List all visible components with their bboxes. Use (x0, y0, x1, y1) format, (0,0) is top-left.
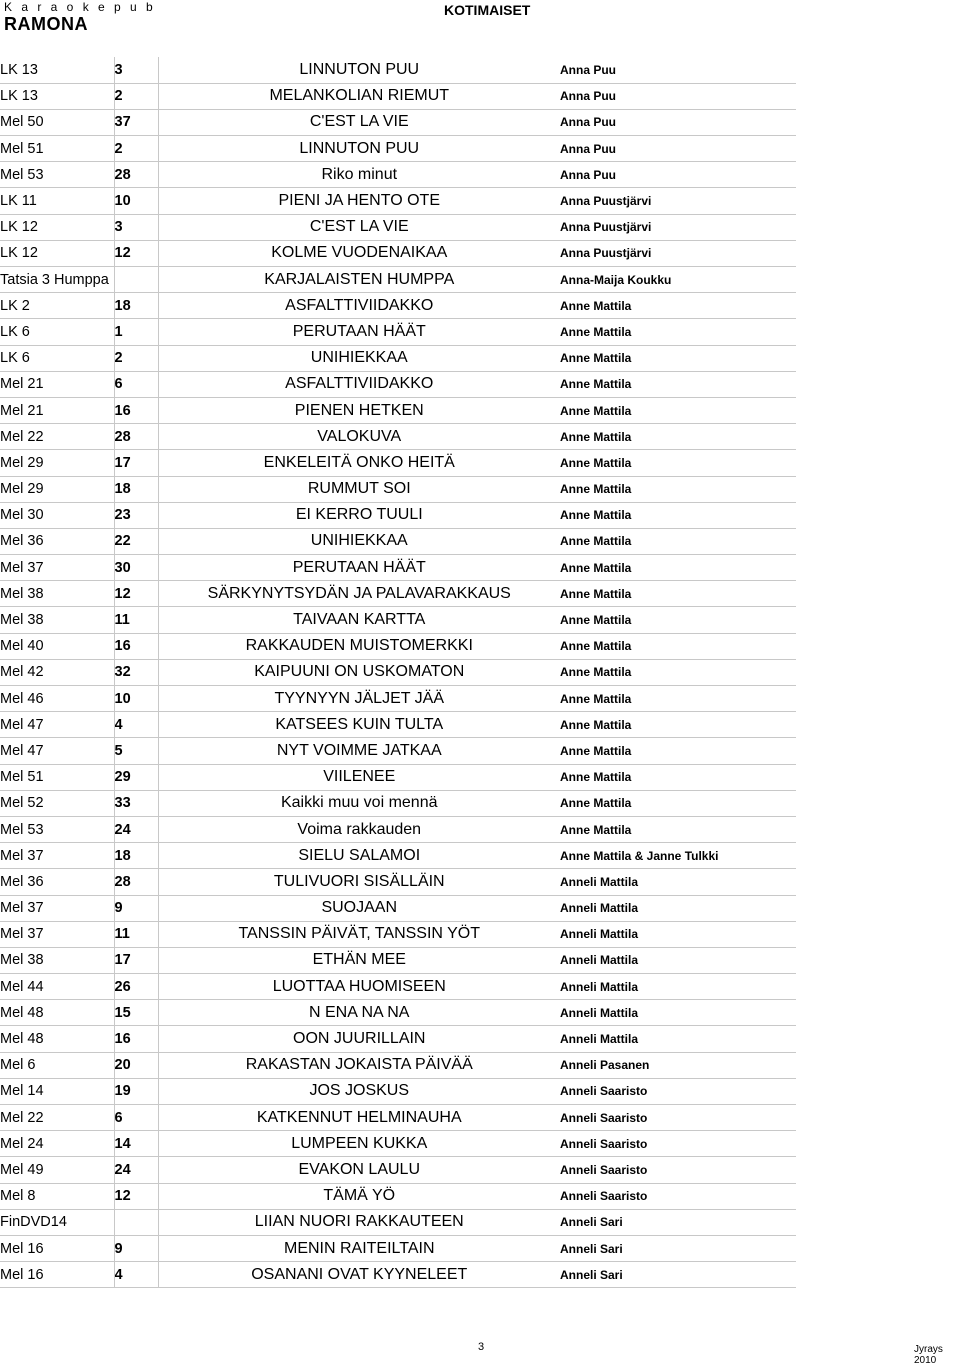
disc-code: Mel 51 (0, 764, 114, 790)
artist-name: Anna Puu (560, 136, 796, 162)
table-row (0, 319, 796, 345)
artist-name: Anna Puu (560, 83, 796, 109)
table-row (0, 267, 796, 293)
disc-code: Mel 53 (0, 816, 114, 842)
disc-code: Mel 24 (0, 1131, 114, 1157)
disc-code: Mel 21 (0, 371, 114, 397)
disc-code: Mel 46 (0, 686, 114, 712)
track-number: 22 (114, 528, 158, 554)
disc-code: Mel 36 (0, 528, 114, 554)
table-row (0, 371, 796, 397)
artist-name: Anne Mattila (560, 424, 796, 450)
song-title: KATKENNUT HELMINAUHA (158, 1105, 560, 1131)
table-row (0, 528, 796, 554)
artist-name: Anne Mattila (560, 371, 796, 397)
table-row (0, 1262, 796, 1288)
table-row (0, 686, 796, 712)
disc-code: LK 13 (0, 57, 114, 83)
disc-code: Mel 6 (0, 1052, 114, 1078)
song-title: Voima rakkauden (158, 816, 560, 842)
brand-subtitle: K a r a o k e p u b (4, 0, 156, 14)
artist-name: Anne Mattila (560, 764, 796, 790)
table-row (0, 214, 796, 240)
song-table (0, 57, 796, 1288)
track-number: 1 (114, 319, 158, 345)
table-row (0, 607, 796, 633)
artist-name: Anna Puustjärvi (560, 188, 796, 214)
artist-name: Anne Mattila (560, 528, 796, 554)
song-title: PERUTAAN HÄÄT (158, 555, 560, 581)
song-title: KATSEES KUIN TULTA (158, 712, 560, 738)
artist-name: Anneli Mattila (560, 1000, 796, 1026)
track-number: 16 (114, 397, 158, 423)
track-number: 23 (114, 502, 158, 528)
song-title: MENIN RAITEILTAIN (158, 1235, 560, 1261)
track-number: 2 (114, 136, 158, 162)
disc-code: Mel 38 (0, 581, 114, 607)
artist-name: Anne Mattila (560, 659, 796, 685)
disc-code: Mel 22 (0, 424, 114, 450)
artist-name: Anna-Maija Koukku (560, 267, 796, 293)
artist-name: Anne Mattila (560, 686, 796, 712)
disc-code: Mel 37 (0, 843, 114, 869)
table-row (0, 1105, 796, 1131)
disc-code: LK 2 (0, 293, 114, 319)
table-row (0, 188, 796, 214)
table-row (0, 764, 796, 790)
disc-code: LK 6 (0, 319, 114, 345)
song-title: LINNUTON PUU (158, 57, 560, 83)
disc-code: Mel 53 (0, 162, 114, 188)
song-title: PERUTAAN HÄÄT (158, 319, 560, 345)
song-title: TAIVAAN KARTTA (158, 607, 560, 633)
song-title: SUOJAAN (158, 895, 560, 921)
table-row (0, 450, 796, 476)
song-title: RAKASTAN JOKAISTA PÄIVÄÄ (158, 1052, 560, 1078)
song-title: LINNUTON PUU (158, 136, 560, 162)
artist-name: Anna Puustjärvi (560, 214, 796, 240)
track-number: 5 (114, 738, 158, 764)
track-number: 3 (114, 57, 158, 83)
track-number: 32 (114, 659, 158, 685)
table-row (0, 57, 796, 83)
track-number: 28 (114, 424, 158, 450)
track-number: 9 (114, 895, 158, 921)
song-title: RUMMUT SOI (158, 476, 560, 502)
song-title: LUMPEEN KUKKA (158, 1131, 560, 1157)
track-number: 28 (114, 162, 158, 188)
song-title: LUOTTAA HUOMISEEN (158, 974, 560, 1000)
track-number: 29 (114, 764, 158, 790)
artist-name: Anneli Mattila (560, 869, 796, 895)
song-title: PIENEN HETKEN (158, 397, 560, 423)
artist-name: Anneli Mattila (560, 921, 796, 947)
song-title: VALOKUVA (158, 424, 560, 450)
artist-name: Anna Puu (560, 109, 796, 135)
table-row (0, 659, 796, 685)
artist-name: Anne Mattila (560, 450, 796, 476)
table-row (0, 738, 796, 764)
song-title: Riko minut (158, 162, 560, 188)
artist-name: Anne Mattila (560, 555, 796, 581)
song-title: TÄMÄ YÖ (158, 1183, 560, 1209)
song-title: EVAKON LAULU (158, 1157, 560, 1183)
table-row (0, 240, 796, 266)
table-row (0, 974, 796, 1000)
table-row (0, 1026, 796, 1052)
artist-name: Anneli Sari (560, 1262, 796, 1288)
artist-name: Anneli Saaristo (560, 1105, 796, 1131)
track-number: 12 (114, 581, 158, 607)
table-row (0, 83, 796, 109)
track-number: 12 (114, 1183, 158, 1209)
artist-name: Anne Mattila (560, 293, 796, 319)
disc-code: Mel 47 (0, 738, 114, 764)
table-row (0, 581, 796, 607)
song-title: OSANANI OVAT KYYNELEET (158, 1262, 560, 1288)
disc-code: Mel 44 (0, 974, 114, 1000)
disc-code: Mel 37 (0, 921, 114, 947)
track-number: 14 (114, 1131, 158, 1157)
table-row (0, 1209, 796, 1235)
table-row (0, 921, 796, 947)
track-number: 18 (114, 476, 158, 502)
table-row (0, 843, 796, 869)
disc-code: Mel 52 (0, 790, 114, 816)
track-number: 10 (114, 686, 158, 712)
disc-code: Mel 49 (0, 1157, 114, 1183)
song-title: UNIHIEKKAA (158, 528, 560, 554)
disc-code: Mel 30 (0, 502, 114, 528)
table-row (0, 109, 796, 135)
disc-code: Mel 29 (0, 450, 114, 476)
track-number: 30 (114, 555, 158, 581)
disc-code: Mel 14 (0, 1078, 114, 1104)
disc-code: Mel 16 (0, 1262, 114, 1288)
disc-code: Mel 40 (0, 633, 114, 659)
track-number (114, 1209, 158, 1235)
artist-name: Anneli Saaristo (560, 1131, 796, 1157)
artist-name: Anna Puu (560, 162, 796, 188)
song-title: PIENI JA HENTO OTE (158, 188, 560, 214)
disc-code: Mel 47 (0, 712, 114, 738)
table-row (0, 345, 796, 371)
disc-code: LK 12 (0, 214, 114, 240)
table-row (0, 1000, 796, 1026)
disc-code: LK 6 (0, 345, 114, 371)
track-number: 37 (114, 109, 158, 135)
page-number: 3 (478, 1341, 485, 1353)
table-row (0, 136, 796, 162)
disc-code: LK 13 (0, 83, 114, 109)
track-number: 6 (114, 1105, 158, 1131)
track-number: 17 (114, 947, 158, 973)
track-number: 2 (114, 345, 158, 371)
song-title: ENKELEITÄ ONKO HEITÄ (158, 450, 560, 476)
artist-name: Anne Mattila & Janne Tulkki (560, 843, 796, 869)
track-number: 9 (114, 1235, 158, 1261)
song-title: VIILENEE (158, 764, 560, 790)
disc-code: Mel 51 (0, 136, 114, 162)
track-number: 18 (114, 293, 158, 319)
artist-name: Anneli Pasanen (560, 1052, 796, 1078)
artist-name: Anne Mattila (560, 319, 796, 345)
artist-name: Anna Puustjärvi (560, 240, 796, 266)
artist-name: Anneli Saaristo (560, 1183, 796, 1209)
song-title: RAKKAUDEN MUISTOMERKKI (158, 633, 560, 659)
song-table-body (0, 57, 796, 1288)
footer-label: Jyrays 2010 (914, 1344, 943, 1366)
table-row (0, 502, 796, 528)
table-row (0, 895, 796, 921)
track-number: 4 (114, 712, 158, 738)
song-title: ASFALTTIVIIDAKKO (158, 371, 560, 397)
disc-code: LK 11 (0, 188, 114, 214)
page-header (0, 0, 960, 40)
artist-name: Anne Mattila (560, 738, 796, 764)
disc-code: Mel 50 (0, 109, 114, 135)
disc-code: Mel 42 (0, 659, 114, 685)
table-row (0, 1078, 796, 1104)
track-number: 6 (114, 371, 158, 397)
song-title: NYT VOIMME JATKAA (158, 738, 560, 764)
song-title: SIELU SALAMOI (158, 843, 560, 869)
track-number: 24 (114, 816, 158, 842)
table-row (0, 947, 796, 973)
disc-code: Mel 36 (0, 869, 114, 895)
track-number: 18 (114, 843, 158, 869)
artist-name: Anne Mattila (560, 607, 796, 633)
disc-code: LK 12 (0, 240, 114, 266)
table-row (0, 1183, 796, 1209)
song-title: EI KERRO TUULI (158, 502, 560, 528)
artist-name: Anneli Sari (560, 1235, 796, 1261)
table-row (0, 712, 796, 738)
table-row (0, 790, 796, 816)
song-title: ASFALTTIVIIDAKKO (158, 293, 560, 319)
track-number: 12 (114, 240, 158, 266)
track-number: 10 (114, 188, 158, 214)
table-row (0, 476, 796, 502)
song-title: UNIHIEKKAA (158, 345, 560, 371)
artist-name: Anne Mattila (560, 476, 796, 502)
song-title: MELANKOLIAN RIEMUT (158, 83, 560, 109)
track-number: 33 (114, 790, 158, 816)
disc-code: Tatsia 3 Humppa (0, 267, 114, 293)
song-title: JOS JOSKUS (158, 1078, 560, 1104)
disc-code: Mel 16 (0, 1235, 114, 1261)
artist-name: Anne Mattila (560, 345, 796, 371)
table-row (0, 1235, 796, 1261)
song-title: C'EST LA VIE (158, 109, 560, 135)
song-title: TYYNYYN JÄLJET JÄÄ (158, 686, 560, 712)
disc-code: FinDVD14 (0, 1209, 114, 1235)
track-number: 15 (114, 1000, 158, 1026)
song-title: KAIPUUNI ON USKOMATON (158, 659, 560, 685)
disc-code: Mel 38 (0, 607, 114, 633)
track-number: 16 (114, 1026, 158, 1052)
song-title: Kaikki muu voi mennä (158, 790, 560, 816)
song-title: C'EST LA VIE (158, 214, 560, 240)
track-number: 11 (114, 607, 158, 633)
song-title: SÄRKYNYTSYDÄN JA PALAVARAKKAUS (158, 581, 560, 607)
disc-code: Mel 48 (0, 1026, 114, 1052)
disc-code: Mel 37 (0, 895, 114, 921)
song-title: LIIAN NUORI RAKKAUTEEN (158, 1209, 560, 1235)
table-row (0, 397, 796, 423)
artist-name: Anneli Mattila (560, 947, 796, 973)
disc-code: Mel 29 (0, 476, 114, 502)
disc-code: Mel 48 (0, 1000, 114, 1026)
song-title: TULIVUORI SISÄLLÄIN (158, 869, 560, 895)
table-row (0, 555, 796, 581)
song-title: N ENA NA NA (158, 1000, 560, 1026)
artist-name: Anneli Sari (560, 1209, 796, 1235)
artist-name: Anne Mattila (560, 581, 796, 607)
artist-name: Anneli Saaristo (560, 1157, 796, 1183)
song-title: OON JUURILLAIN (158, 1026, 560, 1052)
track-number: 28 (114, 869, 158, 895)
table-row (0, 816, 796, 842)
table-row (0, 1052, 796, 1078)
artist-name: Anna Puu (560, 57, 796, 83)
artist-name: Anne Mattila (560, 633, 796, 659)
song-title: KARJALAISTEN HUMPPA (158, 267, 560, 293)
artist-name: Anneli Saaristo (560, 1078, 796, 1104)
table-row (0, 1157, 796, 1183)
track-number: 3 (114, 214, 158, 240)
artist-name: Anneli Mattila (560, 974, 796, 1000)
song-title: ETHÄN MEE (158, 947, 560, 973)
track-number: 17 (114, 450, 158, 476)
table-row (0, 633, 796, 659)
artist-name: Anne Mattila (560, 397, 796, 423)
artist-name: Anne Mattila (560, 502, 796, 528)
table-row (0, 162, 796, 188)
track-number: 4 (114, 1262, 158, 1288)
track-number: 19 (114, 1078, 158, 1104)
disc-code: Mel 22 (0, 1105, 114, 1131)
track-number: 24 (114, 1157, 158, 1183)
artist-name: Anneli Mattila (560, 1026, 796, 1052)
section-title: KOTIMAISET (444, 2, 531, 18)
track-number: 11 (114, 921, 158, 947)
brand-logo: RAMONA (4, 14, 88, 34)
disc-code: Mel 8 (0, 1183, 114, 1209)
track-number: 16 (114, 633, 158, 659)
table-row (0, 1131, 796, 1157)
artist-name: Anneli Mattila (560, 895, 796, 921)
disc-code: Mel 38 (0, 947, 114, 973)
table-row (0, 293, 796, 319)
disc-code: Mel 37 (0, 555, 114, 581)
table-row (0, 424, 796, 450)
artist-name: Anne Mattila (560, 790, 796, 816)
table-row (0, 869, 796, 895)
disc-code: Mel 21 (0, 397, 114, 423)
artist-name: Anne Mattila (560, 816, 796, 842)
track-number: 2 (114, 83, 158, 109)
artist-name: Anne Mattila (560, 712, 796, 738)
track-number: 26 (114, 974, 158, 1000)
song-title: KOLME VUODENAIKAA (158, 240, 560, 266)
track-number: 20 (114, 1052, 158, 1078)
track-number (114, 267, 158, 293)
song-title: TANSSIN PÄIVÄT, TANSSIN YÖT (158, 921, 560, 947)
